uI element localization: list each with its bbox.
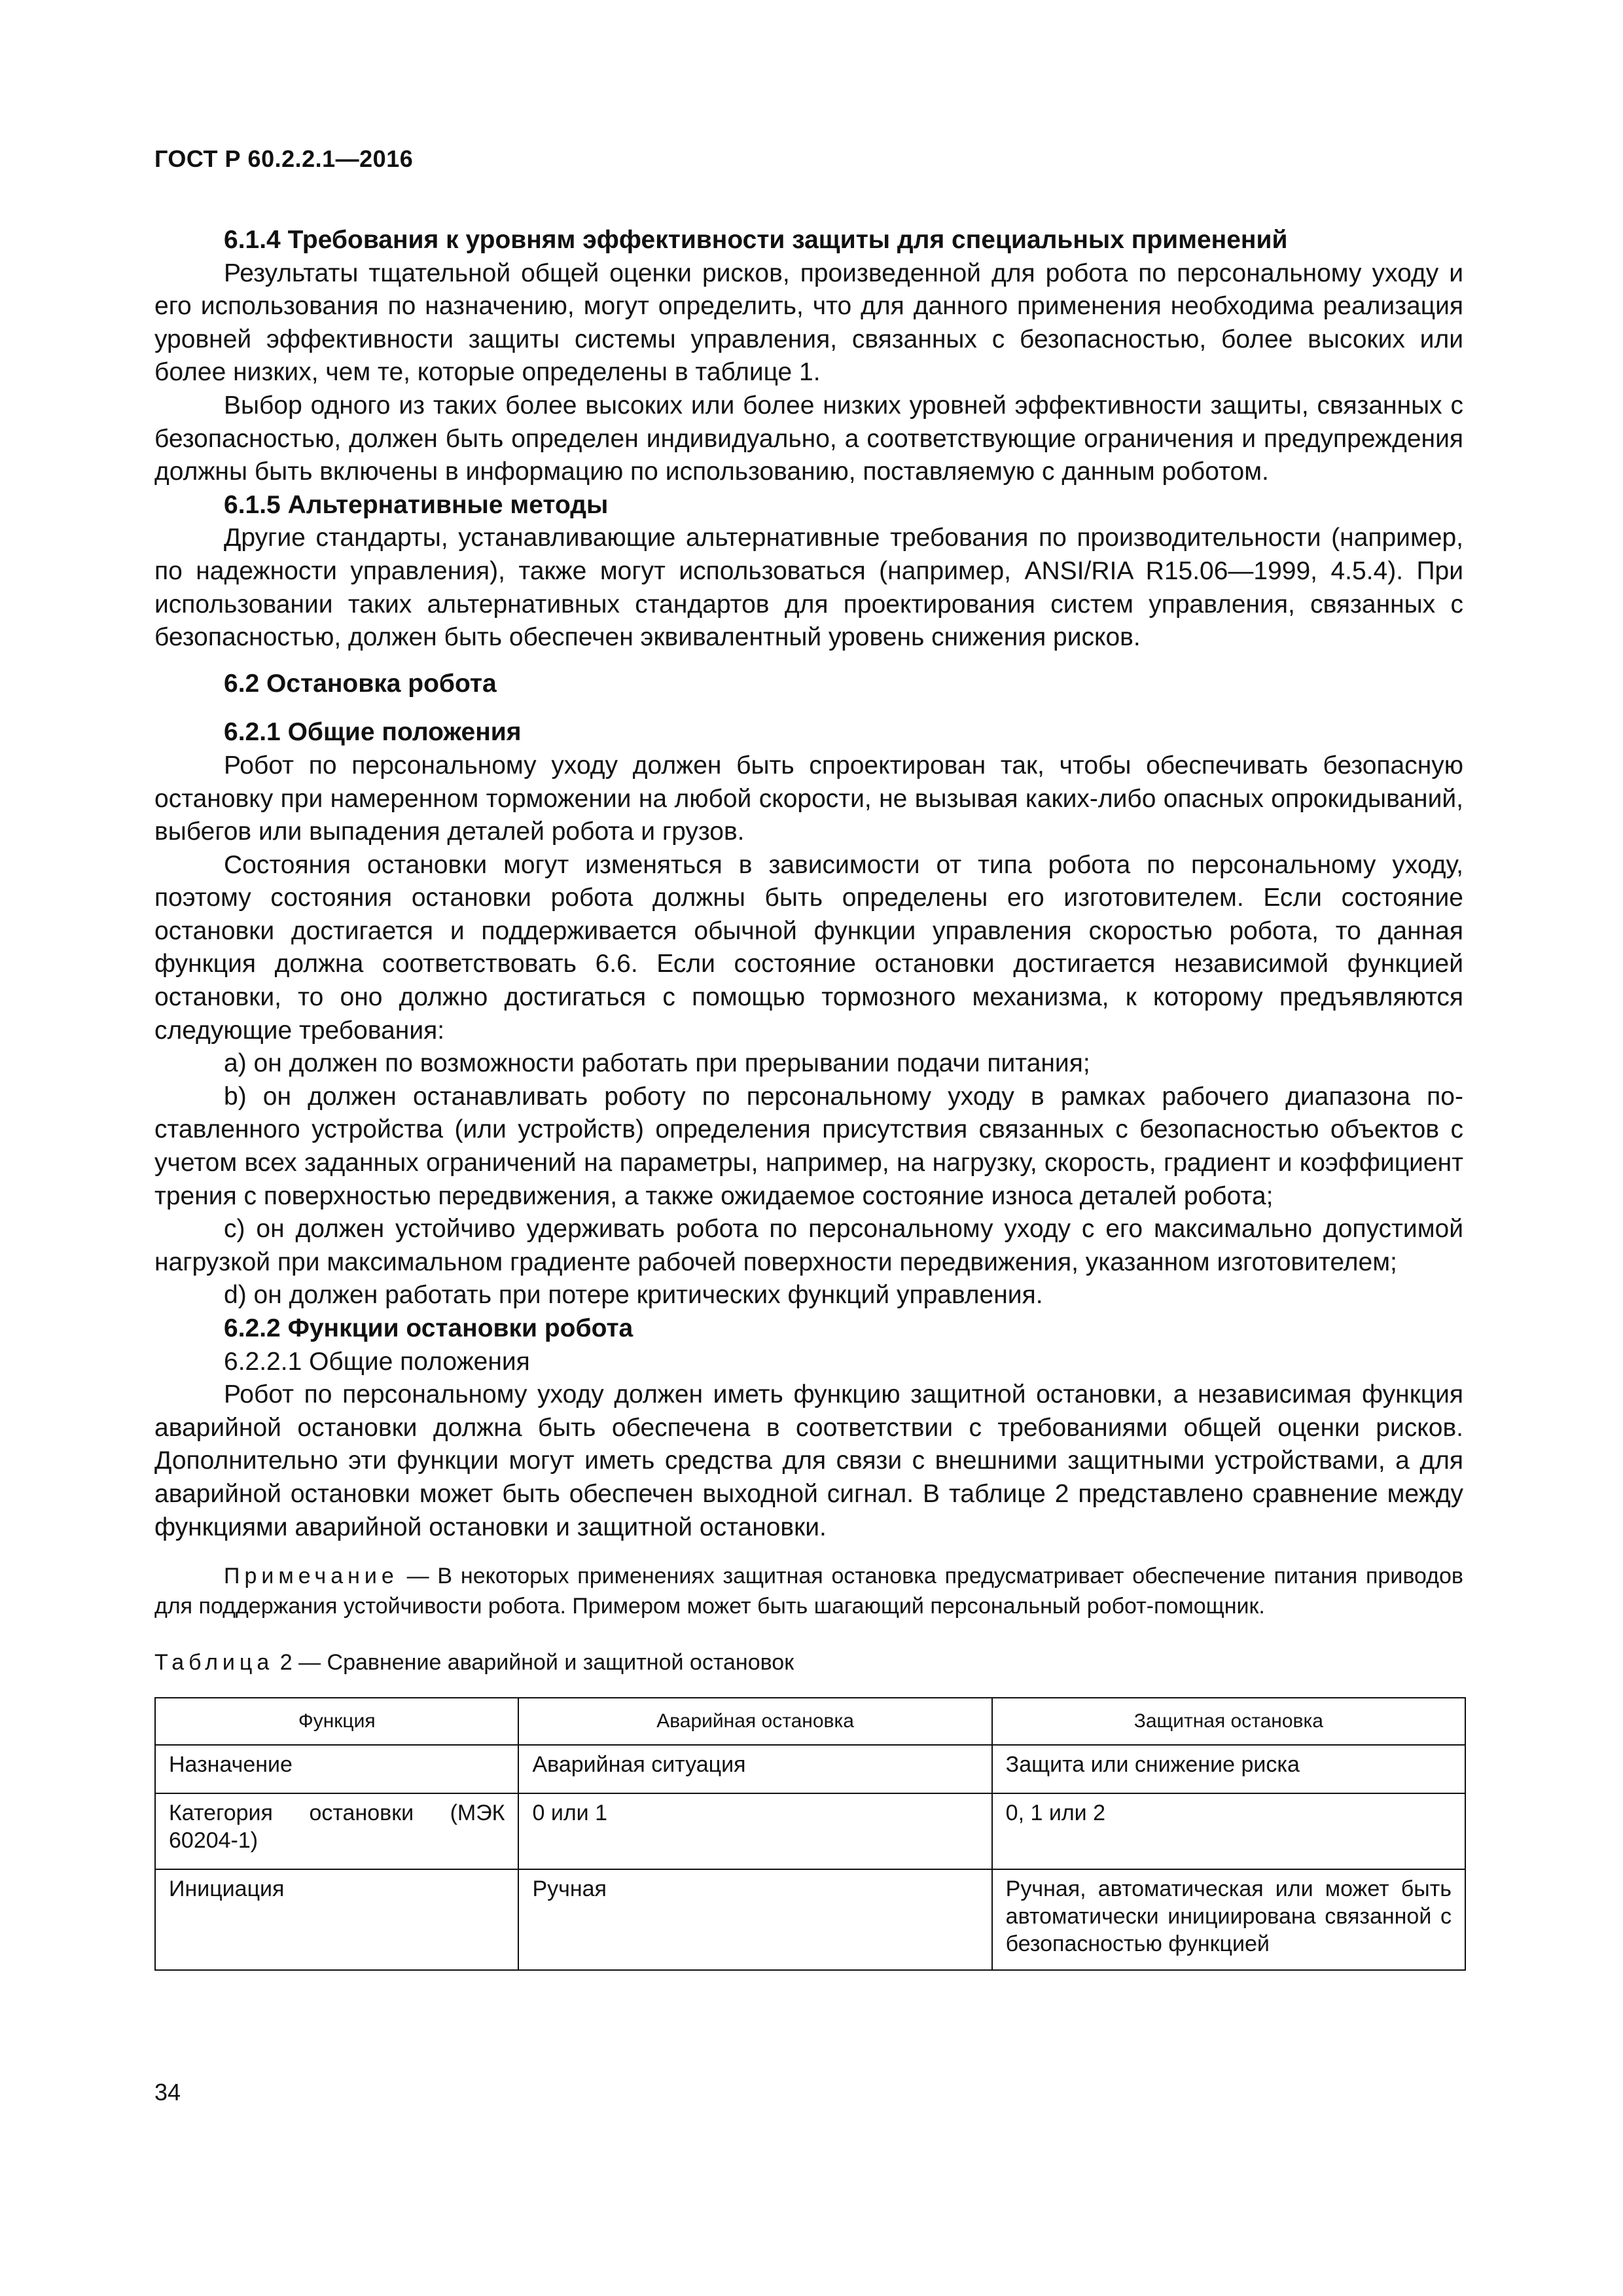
note-text: — В некоторых применениях защитная остановка предусматривает обеспечение питания приводов для поддержания устойчивости робота. Примером может быть шагающий персональный робот-помощник.: [154, 1564, 1463, 1619]
page-number: 34: [154, 2079, 181, 2106]
table-caption: [154, 1647, 1463, 1677]
section-6-2-1-paragraph-1: Робот по персональному уходу должен быть спроектирован так, чтобы обеспечивать безопасную остановку при намеренном торможении на любой скорости, не вызывая каких-либо опасных опрокидываний, выбегов или выпадения деталей робота и грузов.: [154, 751, 1463, 846]
table-cell: Ручная, автоматическая или может быть автоматически инициирована связанной с безопасностью функцией: [992, 1869, 1465, 1970]
table-cell: Защита или снижение риска: [992, 1745, 1465, 1793]
section-6-2-2-1-title: 6.2.2.1 Общие положения: [224, 1347, 530, 1376]
list-item-c: c) он должен устойчиво удерживать робота по персональному уходу с его максимально допустимой нагрузкой при максимальном градиенте рабочей поверхности передвижения, указанном изготовителем;: [154, 1215, 1463, 1276]
table-row: [155, 1745, 1465, 1793]
note-label: Примечание: [224, 1564, 399, 1589]
section-6-1-4-paragraph-1: Результаты тщательной общей оценки рисков, произведенной для робота по персональному уходу и его использования по назначению, могут определить, что для данного применения необходима реализация уровней эффективности защиты системы управления, связанных с безопасностью, более высоких или более низких, чем те, которые определены в таблице 1.: [154, 259, 1463, 387]
note: [154, 1561, 1463, 1621]
comparison-table: [154, 1697, 1466, 1971]
list-item-b: b) он должен останавливать роботу по персональному уходу в рамках рабочего диапазона поставленного устройства (или устройств) определения присутствия связанных с безопасностью объектов с учетом всех заданных ограничений на параметры, например, на нагрузку, скорость, градиент и коэффициент трения с поверхностью передвижения, а также ожидаемое состояние износа деталей робота;: [154, 1082, 1463, 1210]
section-6-2-2-title: 6.2.2 Функции остановки робота: [224, 1314, 633, 1342]
table-cell: Ручная: [518, 1869, 991, 1970]
table-header-cell: Защитная остановка: [992, 1698, 1465, 1745]
list-item-a: a) он должен по возможности работать при прерывании подачи питания;: [224, 1049, 1090, 1078]
table-cell: 0 или 1: [518, 1793, 991, 1869]
section-6-1-5-paragraph-1: Другие стандарты, устанавливающие альтернативные требования по производительности (например, по надежности управления), также могут использоваться (например, ANSI/RIA R15.06—1999, 4.5.4). При использовании таких альтернативных стандартов для проектирования систем управления, связанных с безопасностью, должен быть обеспечен эквивалентный уровень снижения рисков.: [154, 524, 1463, 652]
section-6-2-1-title: 6.2.1 Общие положения: [224, 718, 522, 747]
table-row: [155, 1869, 1465, 1970]
table-caption-text: 2 — Сравнение аварийной и защитной остановок: [274, 1650, 794, 1676]
table-cell: 0, 1 или 2: [992, 1793, 1465, 1869]
section-6-2-title: 6.2 Остановка робота: [224, 669, 497, 698]
document-body: [154, 224, 1463, 1971]
standard-header: ГОСТ Р 60.2.2.1—2016: [154, 145, 414, 172]
section-6-1-5-title: 6.1.5 Альтернативные методы: [224, 490, 609, 519]
table-cell: Назначение: [155, 1745, 518, 1793]
list-item-d: d) он должен работать при потере критических функций управления.: [224, 1281, 1043, 1310]
section-6-1-4-paragraph-2: Выбор одного из таких более высоких или более низких уровней эффективности защиты, связанных с безопасностью, должен быть определен индивидуально, а соответствующие ограничения и предупреждения должны быть включены в информацию по использованию, поставляемую с данным роботом.: [154, 391, 1463, 486]
section-6-2-2-1-paragraph-1: Робот по персональному уходу должен иметь функцию защитной остановки, а независимая функция аварийной остановки должна быть обеспечена в соответствии с требованиями общей оценки рисков. Дополнительно эти функции могут иметь средства для связи с внешними защитными устройствами, а для аварийной остановки может быть обеспечен выходной сигнал. В таблице 2 представлено сравнение между функциями аварийной остановки и защитной остановки.: [154, 1380, 1463, 1541]
table-cell: Категория остановки (МЭК 60204-1): [155, 1793, 518, 1869]
table-header-cell: Аварийная остановка: [518, 1698, 991, 1745]
table-row: [155, 1793, 1465, 1869]
table-cell: Аварийная ситуация: [518, 1745, 991, 1793]
table-cell: Инициация: [155, 1869, 518, 1970]
table-caption-label: Таблица: [154, 1650, 274, 1676]
section-6-1-4-title: 6.1.4 Требования к уровням эффективности защиты для специальных применений: [224, 226, 1288, 254]
section-6-2-1-paragraph-2: Состояния остановки могут изменяться в зависимости от типа робота по персональному уходу, поэтому состояния остановки робота должны быть определены его изготовителем. Если состояние остановки достигается и поддерживается обычной функции управления скоростью робота, то данная функция должна соответствовать 6.6. Если состояние остановки достигается независимой функцией остановки, то оно должно достигаться с помощью тормозного механизма, к которому предъявляются следующие требования:: [154, 850, 1463, 1045]
table-header-cell: Функция: [155, 1698, 518, 1745]
table-header-row: [155, 1698, 1465, 1745]
